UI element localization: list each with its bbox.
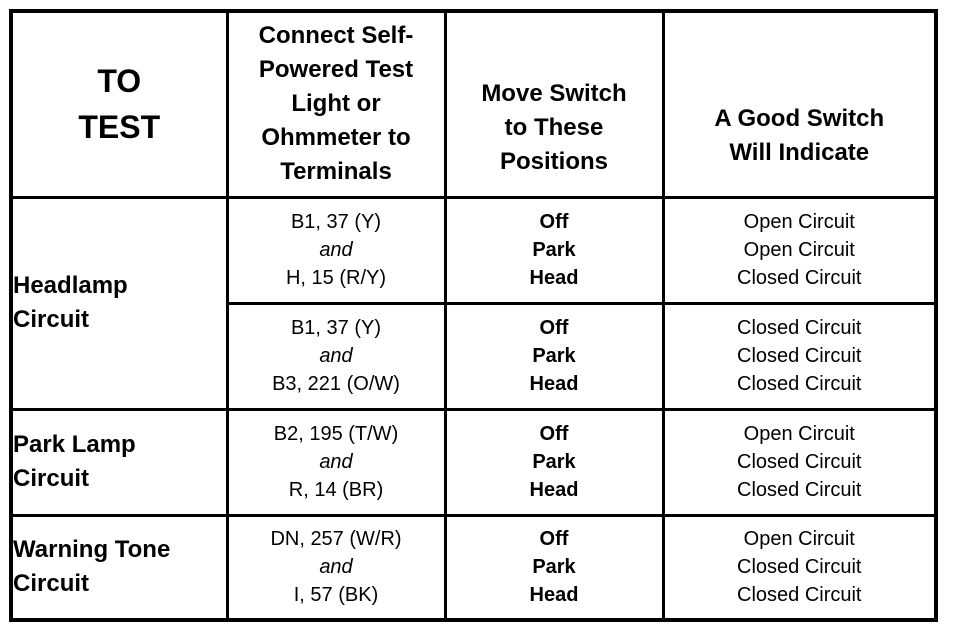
- terminal-b: I, 57 (BK): [293, 584, 379, 607]
- position-head: Head: [529, 267, 579, 289]
- header-terminals-line: Connect Self-: [258, 22, 414, 50]
- table-row: [11, 515, 936, 620]
- results-cell: [663, 515, 936, 620]
- test-warning-tone-circuit: [11, 515, 227, 620]
- terminal-b: B3, 221 (O/W): [272, 373, 400, 395]
- test-label-line: Circuit: [13, 465, 90, 492]
- result-line: Closed Circuit: [737, 317, 862, 339]
- position-park: Park: [532, 556, 576, 579]
- switch-test-table: [9, 9, 938, 622]
- terminal-and: and: [319, 345, 353, 367]
- header-positions-line: Move Switch: [481, 80, 627, 108]
- result-line: Open Circuit: [743, 211, 855, 233]
- result-line: Closed Circuit: [737, 556, 862, 579]
- terminal-and: and: [319, 239, 353, 261]
- header-terminals-line: Terminals: [280, 158, 392, 186]
- test-label-line: Circuit: [13, 306, 90, 333]
- result-line: Closed Circuit: [737, 373, 862, 395]
- test-label-line: Warning Tone: [13, 536, 171, 564]
- terminals-cell: [227, 409, 445, 515]
- position-head: Head: [529, 479, 579, 501]
- position-off: Off: [539, 211, 569, 233]
- result-line: Open Circuit: [743, 423, 855, 445]
- position-park: Park: [532, 239, 576, 261]
- position-head: Head: [529, 584, 579, 607]
- header-positions-line: to These: [504, 114, 604, 142]
- test-label-line: Circuit: [13, 570, 90, 598]
- terminal-b: H, 15 (R/Y): [285, 267, 387, 289]
- header-to-test-line: TO: [97, 63, 142, 100]
- header-indicate: [663, 11, 936, 197]
- result-line: Closed Circuit: [737, 345, 862, 367]
- header-indicate-line: A Good Switch: [714, 105, 885, 133]
- positions-cell: [445, 303, 663, 409]
- header-terminals-line: Ohmmeter to: [261, 124, 411, 152]
- terminal-and: and: [319, 451, 353, 473]
- header-terminals: [227, 11, 445, 197]
- position-off: Off: [539, 528, 569, 551]
- header-positions: [445, 11, 663, 197]
- result-line: Closed Circuit: [737, 267, 862, 289]
- test-headlamp-circuit: [11, 197, 227, 409]
- positions-cell: [445, 197, 663, 303]
- result-line: Closed Circuit: [737, 584, 862, 607]
- terminal-a: B1, 37 (Y): [290, 317, 382, 339]
- header-terminals-line: Light or: [291, 90, 381, 118]
- results-cell: [663, 303, 936, 409]
- terminal-b: R, 14 (BR): [288, 479, 384, 501]
- position-off: Off: [539, 317, 569, 339]
- results-cell: [663, 409, 936, 515]
- header-row: [11, 11, 936, 197]
- terminal-and: and: [319, 556, 353, 579]
- test-label-line: Headlamp: [13, 272, 128, 299]
- header-to-test-line: TEST: [78, 109, 161, 146]
- header-positions-line: Positions: [499, 148, 608, 176]
- result-line: Closed Circuit: [737, 479, 862, 501]
- header-indicate-line: Will Indicate: [729, 139, 870, 167]
- terminal-a: B1, 37 (Y): [290, 211, 382, 233]
- terminals-cell: [227, 515, 445, 620]
- result-line: Open Circuit: [743, 528, 855, 551]
- position-off: Off: [539, 423, 569, 445]
- test-label-line: Park Lamp: [13, 431, 136, 458]
- table-row: [11, 197, 936, 303]
- table-row: [11, 409, 936, 515]
- terminals-cell: [227, 197, 445, 303]
- test-park-lamp-circuit: [11, 409, 227, 515]
- position-head: Head: [529, 373, 579, 395]
- positions-cell: [445, 409, 663, 515]
- terminal-a: B2, 195 (T/W): [273, 423, 399, 445]
- header-to-test: [11, 11, 227, 197]
- terminal-a: DN, 257 (W/R): [270, 528, 402, 551]
- positions-cell: [445, 515, 663, 620]
- result-line: Open Circuit: [743, 239, 855, 261]
- header-terminals-line: Powered Test: [258, 56, 414, 84]
- result-line: Closed Circuit: [737, 451, 862, 473]
- results-cell: [663, 197, 936, 303]
- terminals-cell: [227, 303, 445, 409]
- position-park: Park: [532, 345, 576, 367]
- position-park: Park: [532, 451, 576, 473]
